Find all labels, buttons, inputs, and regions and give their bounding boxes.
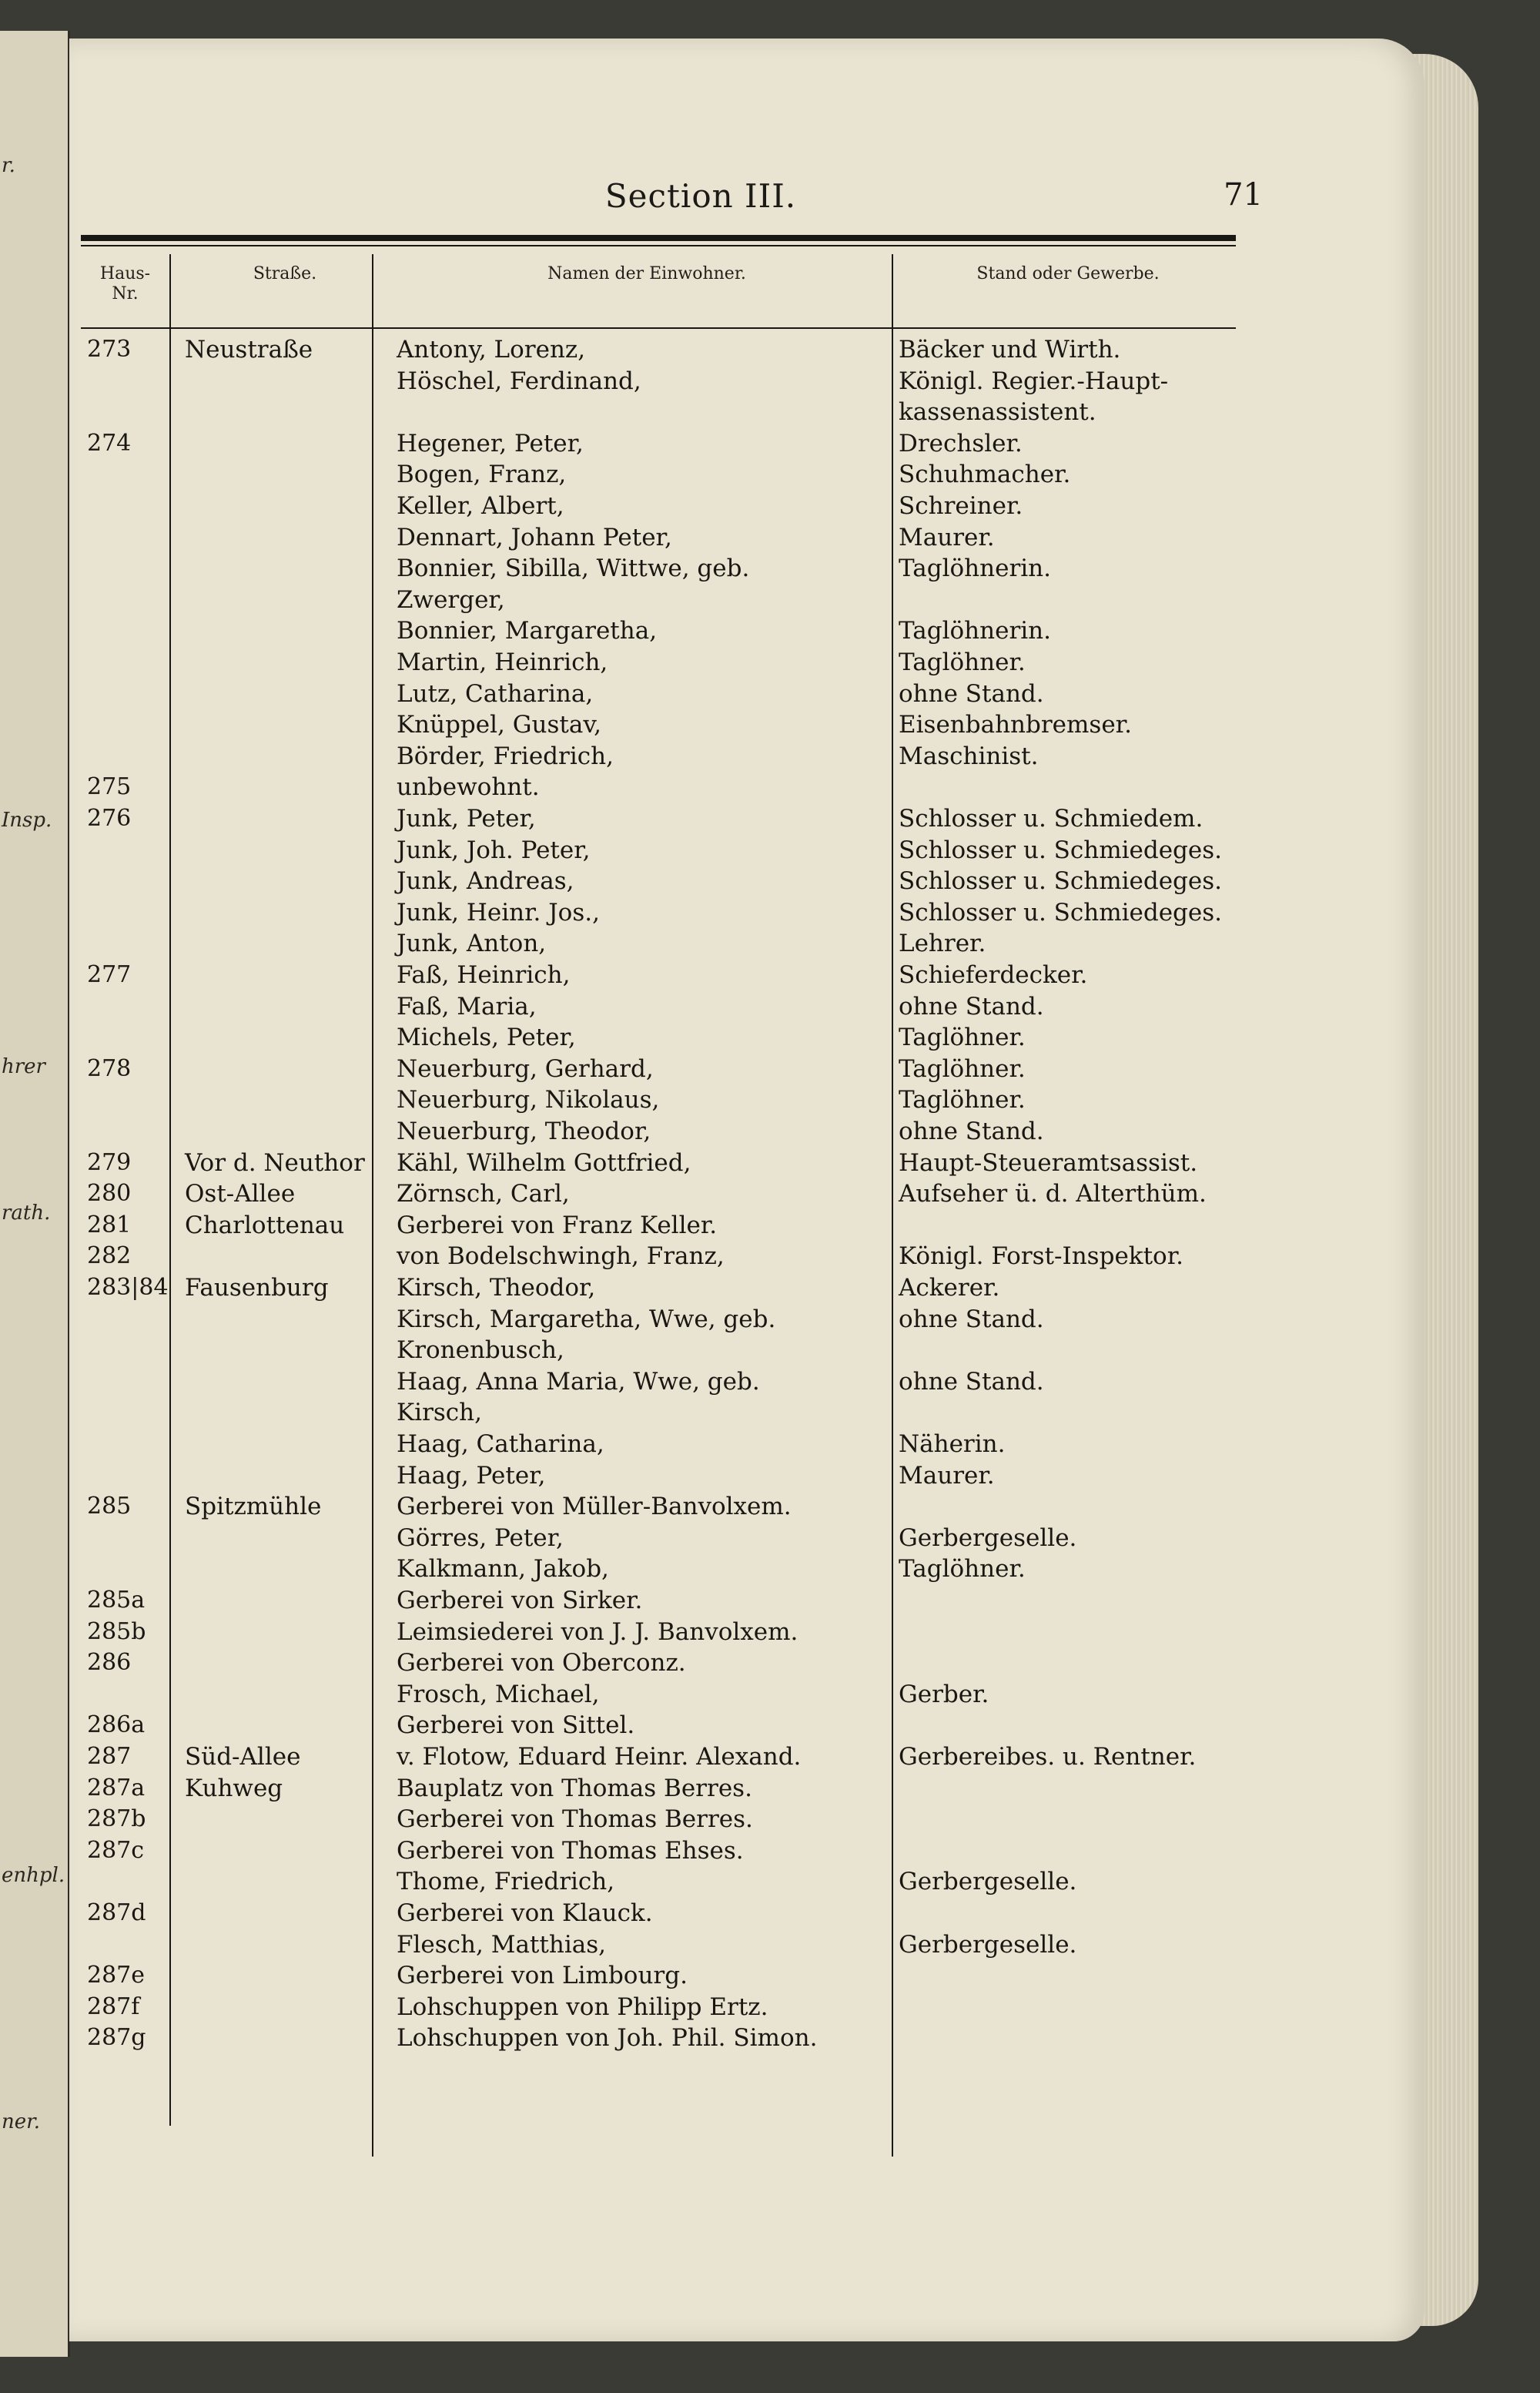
occupation: Lehrer. — [899, 930, 986, 958]
table-row — [81, 397, 1251, 428]
occupation: Schlosser u. Schmiedeges. — [899, 836, 1223, 864]
house-number: 287f — [87, 1992, 140, 2020]
resident-name: Knüppel, Gustav, — [397, 711, 602, 739]
occupation: Taglöhner. — [899, 1054, 1026, 1083]
resident-name: unbewohnt. — [397, 773, 540, 802]
table-row — [81, 554, 1251, 585]
table-row — [81, 1992, 1251, 2023]
resident-name: Flesch, Matthias, — [397, 1930, 606, 1959]
table-row — [81, 1398, 1251, 1429]
resident-name: Leimsiederei von J. J. Banvolxem. — [397, 1617, 798, 1646]
table-row — [81, 585, 1251, 616]
table-row — [81, 1336, 1251, 1366]
house-number: 283|84 — [87, 1274, 169, 1301]
facing-page-fragment: hrer — [2, 1055, 45, 1078]
occupation: Taglöhner. — [899, 1086, 1026, 1114]
table-row — [81, 460, 1251, 491]
occupation: ohne Stand. — [899, 992, 1044, 1021]
column-header-street: Straße. — [253, 264, 317, 283]
table-row — [81, 1117, 1251, 1148]
house-number: 280 — [87, 1180, 132, 1208]
house-number: 287c — [87, 1836, 145, 1864]
resident-name: Kähl, Wilhelm Gottfried, — [397, 1148, 691, 1177]
occupation: Schuhmacher. — [899, 461, 1071, 489]
table-row — [81, 1867, 1251, 1898]
occupation: Gerbereibes. u. Rentner. — [899, 1743, 1197, 1771]
table-row — [81, 1492, 1251, 1523]
occupation: ohne Stand. — [899, 1305, 1044, 1333]
table-row — [81, 1242, 1251, 1272]
resident-name: Gerberei von Limbourg. — [397, 1962, 688, 1990]
occupation: Gerbergeselle. — [899, 1523, 1077, 1552]
occupation: ohne Stand. — [899, 1118, 1044, 1145]
resident-name: Lohschuppen von Philipp Ertz. — [397, 1992, 768, 2021]
house-number: 285b — [87, 1617, 146, 1645]
resident-name: Junk, Heinr. Jos., — [397, 898, 600, 927]
table-row — [81, 367, 1251, 397]
table-row — [81, 710, 1251, 741]
occupation: Bäcker und Wirth. — [899, 336, 1121, 364]
table-row — [81, 960, 1251, 991]
occupation: Königl. Forst-Inspektor. — [899, 1242, 1183, 1271]
street-name: Neustraße — [185, 336, 313, 364]
occupation: ohne Stand. — [899, 1367, 1044, 1396]
occupation: Maschinist. — [899, 742, 1039, 770]
column-header-name: Namen der Einwohner. — [547, 264, 746, 283]
resident-name: Kirsch, Margaretha, Wwe, geb. — [397, 1305, 776, 1333]
table-row — [81, 1586, 1251, 1617]
table-row — [81, 1211, 1251, 1242]
house-number: 286a — [87, 1711, 146, 1739]
resident-name: Hegener, Peter, — [397, 429, 584, 457]
section-title: Section III. — [604, 177, 797, 215]
house-number: 287a — [87, 1774, 146, 1801]
table-row — [81, 1085, 1251, 1116]
column-header-nr: Haus- Nr. — [99, 264, 151, 303]
house-number: 287b — [87, 1805, 146, 1833]
table-row — [81, 929, 1251, 960]
table-row — [81, 804, 1251, 835]
resident-name: Kalkmann, Jakob, — [397, 1555, 609, 1584]
facing-page-edge — [0, 31, 70, 2357]
house-number: 282 — [87, 1242, 132, 1270]
resident-name: v. Flotow, Eduard Heinr. Alexand. — [397, 1743, 802, 1771]
resident-name: Zörnsch, Carl, — [397, 1180, 570, 1208]
house-number: 287d — [87, 1899, 146, 1926]
table-row — [81, 679, 1251, 710]
resident-name: Kirsch, Theodor, — [397, 1274, 596, 1302]
occupation: Maurer. — [899, 523, 995, 551]
resident-name: Gerberei von Oberconz. — [397, 1649, 686, 1677]
column-header-rule — [81, 327, 1236, 329]
table-row — [81, 2023, 1251, 2054]
resident-name: Bogen, Franz, — [397, 461, 567, 489]
resident-name: Thome, Friedrich, — [397, 1868, 615, 1896]
resident-name: Zwerger, — [397, 585, 505, 614]
resident-name: Neuerburg, Theodor, — [397, 1118, 651, 1145]
column-header-trade: Stand oder Gewerbe. — [976, 264, 1160, 283]
resident-name: Gerberei von Müller-Banvolxem. — [397, 1493, 792, 1521]
table-row — [81, 1148, 1251, 1179]
resident-name: Görres, Peter, — [397, 1523, 564, 1552]
occupation: Gerbergeselle. — [899, 1868, 1077, 1896]
occupation: Schlosser u. Schmiedem. — [899, 805, 1204, 833]
resident-name: Gerberei von Sittel. — [397, 1711, 635, 1740]
occupation: Schlosser u. Schmiedeges. — [899, 898, 1223, 927]
house-number: 287 — [87, 1743, 132, 1770]
resident-name: Gerberei von Sirker. — [397, 1587, 643, 1614]
street-name: Süd-Allee — [185, 1743, 301, 1771]
table-row — [81, 523, 1251, 554]
table-row — [81, 1273, 1251, 1304]
table-row — [81, 648, 1251, 679]
facing-page-fragment: r. — [2, 154, 15, 177]
header-rule-thick — [81, 235, 1236, 241]
occupation: Schieferdecker. — [899, 961, 1088, 989]
occupation: Gerber. — [899, 1680, 989, 1708]
house-number: 287g — [87, 2024, 146, 2052]
table-row — [81, 1805, 1251, 1835]
resident-name: Junk, Anton, — [397, 930, 547, 958]
page-header — [85, 137, 1263, 215]
resident-name: Gerberei von Franz Keller. — [397, 1211, 718, 1239]
table-row — [81, 1711, 1251, 1741]
resident-name: Lutz, Catharina, — [397, 679, 594, 708]
page-number: 71 — [1224, 177, 1263, 213]
house-number: 279 — [87, 1148, 132, 1176]
table-row — [81, 1836, 1251, 1867]
resident-name: Frosch, Michael, — [397, 1680, 600, 1708]
resident-name: Bauplatz von Thomas Berres. — [397, 1774, 752, 1802]
occupation: Aufseher ü. d. Alterthüm. — [899, 1180, 1207, 1208]
occupation: Taglöhnerin. — [899, 617, 1052, 645]
table-row — [81, 1305, 1251, 1336]
occupation: Taglöhner. — [899, 1024, 1026, 1052]
table-row — [81, 1930, 1251, 1961]
table-row — [81, 1461, 1251, 1492]
table-row — [81, 742, 1251, 773]
house-number: 276 — [87, 805, 132, 832]
resident-name: Faß, Maria, — [397, 992, 537, 1021]
resident-name: Lohschuppen von Joh. Phil. Simon. — [397, 2024, 818, 2053]
resident-name: Junk, Peter, — [397, 805, 536, 833]
resident-name: Neuerburg, Gerhard, — [397, 1054, 654, 1083]
occupation: Königl. Regier.-Haupt- — [899, 367, 1169, 395]
resident-name: Börder, Friedrich, — [397, 742, 614, 770]
resident-name: Martin, Heinrich, — [397, 649, 608, 676]
table-row — [81, 1179, 1251, 1210]
facing-page-fragment: enhpl. — [2, 1864, 65, 1887]
occupation: Schreiner. — [899, 492, 1023, 520]
facing-page-fragment: ner. — [2, 2110, 40, 2133]
resident-name: Höschel, Ferdinand, — [397, 367, 641, 395]
table-row — [81, 1899, 1251, 1929]
house-number: 277 — [87, 961, 132, 988]
occupation: Taglöhner. — [899, 649, 1026, 676]
resident-name: Gerberei von Thomas Ehses. — [397, 1836, 744, 1865]
house-number: 286 — [87, 1649, 132, 1677]
occupation: Maurer. — [899, 1461, 995, 1490]
table-row — [81, 1774, 1251, 1805]
resident-name: Michels, Peter, — [397, 1024, 576, 1052]
house-number: 287e — [87, 1962, 146, 1989]
resident-name: Dennart, Johann Peter, — [397, 523, 672, 551]
house-number: 285a — [87, 1587, 146, 1614]
occupation: Ackerer. — [899, 1274, 1000, 1302]
house-number: 278 — [87, 1054, 132, 1082]
resident-name: Keller, Albert, — [397, 492, 564, 520]
occupation: ohne Stand. — [899, 679, 1044, 708]
table-row — [81, 866, 1251, 897]
table-row — [81, 1054, 1251, 1085]
street-name: Fausenburg — [185, 1274, 329, 1302]
resident-name: Kronenbusch, — [397, 1336, 564, 1365]
table-row — [81, 1961, 1251, 1992]
resident-name: Junk, Andreas, — [397, 867, 574, 896]
table-row — [81, 1023, 1251, 1054]
street-name: Spitzmühle — [185, 1493, 322, 1521]
resident-name: Gerberei von Klauck. — [397, 1899, 653, 1927]
occupation: Eisenbahnbremser. — [899, 711, 1132, 739]
facing-page-fragment: rath. — [2, 1202, 51, 1225]
house-number: 275 — [87, 773, 132, 801]
table-row — [81, 1648, 1251, 1679]
table-row — [81, 836, 1251, 866]
occupation: Gerbergeselle. — [899, 1930, 1077, 1959]
occupation: Schlosser u. Schmiedeges. — [899, 867, 1223, 896]
table-row — [81, 335, 1251, 366]
column-headers — [81, 250, 1236, 327]
table-row — [81, 616, 1251, 647]
table-row — [81, 1680, 1251, 1711]
table-row — [81, 992, 1251, 1023]
table-row — [81, 1742, 1251, 1773]
resident-name: Junk, Joh. Peter, — [397, 836, 591, 864]
resident-name: Haag, Anna Maria, Wwe, geb. — [397, 1367, 760, 1396]
occupation: Haupt-Steueramtsassist. — [899, 1148, 1198, 1177]
table-row — [81, 491, 1251, 522]
street-name: Kuhweg — [185, 1774, 283, 1802]
table-row — [81, 1554, 1251, 1585]
house-number: 281 — [87, 1211, 132, 1238]
house-number: 273 — [87, 336, 132, 363]
table-row — [81, 1523, 1251, 1554]
facing-page-fragment: Insp. — [2, 809, 52, 832]
resident-name: Neuerburg, Nikolaus, — [397, 1086, 660, 1114]
occupation: Taglöhnerin. — [899, 555, 1052, 583]
resident-name: Faß, Heinrich, — [397, 961, 571, 989]
table-row — [81, 429, 1251, 460]
table-row — [81, 898, 1251, 929]
resident-name: Kirsch, — [397, 1399, 482, 1427]
street-name: Charlottenau — [185, 1211, 345, 1239]
resident-name: Antony, Lorenz, — [397, 336, 586, 364]
resident-name: von Bodelschwingh, Franz, — [397, 1242, 725, 1271]
resident-name: Gerberei von Thomas Berres. — [397, 1805, 753, 1834]
occupation: Taglöhner. — [899, 1555, 1026, 1584]
header-rule-thin — [81, 245, 1236, 246]
table-row — [81, 1367, 1251, 1398]
resident-name: Bonnier, Sibilla, Wittwe, geb. — [397, 555, 750, 583]
resident-name: Bonnier, Margaretha, — [397, 617, 658, 645]
street-name: Ost-Allee — [185, 1180, 296, 1208]
occupation: Drechsler. — [899, 429, 1023, 457]
occupation: Näherin. — [899, 1430, 1006, 1458]
resident-name: Haag, Catharina, — [397, 1430, 604, 1458]
table-row — [81, 773, 1251, 803]
house-number: 274 — [87, 429, 132, 457]
house-number: 285 — [87, 1493, 132, 1520]
occupation: kassenassistent. — [899, 398, 1096, 427]
table-row — [81, 1617, 1251, 1648]
resident-name: Haag, Peter, — [397, 1461, 546, 1490]
table-row — [81, 1429, 1251, 1460]
street-name: Vor d. Neuthor — [185, 1148, 365, 1177]
